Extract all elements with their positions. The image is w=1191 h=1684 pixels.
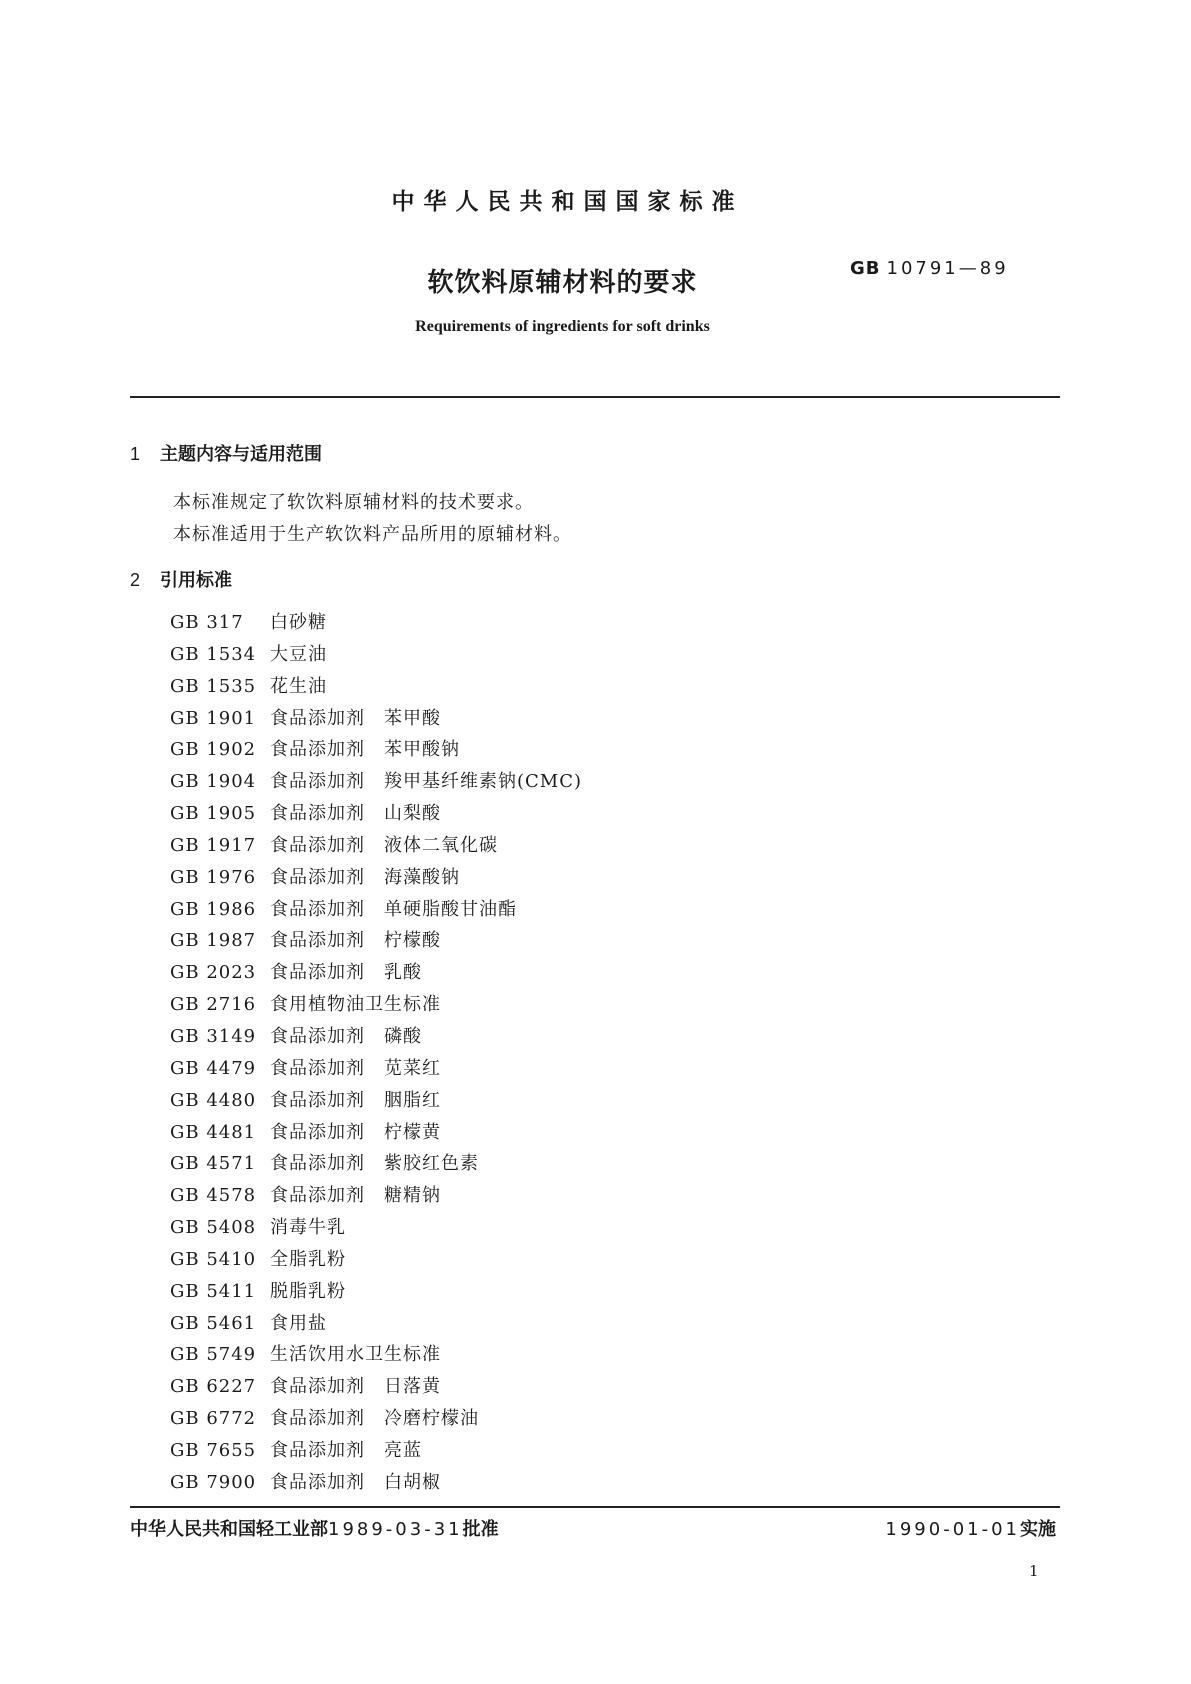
- reference-code: GB 1987: [170, 930, 257, 952]
- reference-item: [170, 1053, 582, 1085]
- reference-code: GB 2716: [170, 994, 257, 1016]
- reference-name: 食品添加剂 山梨酸: [270, 803, 441, 825]
- reference-name: 食品添加剂 紫胶红色素: [270, 1153, 479, 1175]
- reference-name: 食品添加剂 液体二氧化碳: [270, 834, 498, 856]
- reference-name: 消毒牛乳: [270, 1217, 346, 1239]
- reference-name: 食品添加剂 苯甲酸钠: [270, 739, 460, 761]
- reference-item: [170, 734, 582, 766]
- reference-name: 食品添加剂 磷酸: [270, 1025, 422, 1047]
- reference-name: 花生油: [270, 675, 327, 697]
- reference-item: [170, 925, 582, 957]
- reference-item: [170, 1403, 582, 1435]
- reference-name: 食品添加剂 冷磨柠檬油: [270, 1408, 479, 1430]
- reference-name: 食用盐: [270, 1312, 327, 1334]
- reference-code: GB 1904: [170, 771, 257, 793]
- reference-code: GB 3149: [170, 1025, 257, 1047]
- english-title-text: Requirements of ingredients for soft drinks: [415, 318, 710, 335]
- reference-code: GB 317: [170, 612, 244, 633]
- reference-name: 食品添加剂 日落黄: [270, 1376, 441, 1398]
- effective-date: 1990-01-01: [885, 1519, 1020, 1540]
- reference-code: GB 2023: [170, 962, 257, 984]
- reference-list: [170, 607, 582, 1499]
- org-title: [0, 183, 1191, 216]
- reference-code: GB 4571: [170, 1153, 257, 1175]
- section-1-paragraph-2: 本标准适用于生产软饮料产品所用的原辅材料。: [173, 524, 572, 545]
- reference-name: 食品添加剂 海藻酸钠: [270, 866, 460, 888]
- reference-item: [170, 1339, 582, 1371]
- page-number: 1: [1029, 1562, 1039, 1580]
- english-title: [0, 318, 1191, 336]
- reference-name: 食品添加剂 单硬脂酸甘油酯: [270, 898, 517, 920]
- approving-authority: 中华人民共和国轻工业部: [130, 1519, 328, 1540]
- reference-item: [170, 989, 582, 1021]
- reference-name: 全脂乳粉: [270, 1248, 346, 1270]
- reference-item: [170, 1021, 582, 1053]
- reference-code: GB 5461: [170, 1312, 257, 1334]
- reference-code: GB 1535: [170, 675, 257, 697]
- reference-item: [170, 798, 582, 830]
- reference-item: [170, 1148, 582, 1180]
- reference-code: GB 7900: [170, 1471, 257, 1493]
- header-divider: [130, 396, 1060, 398]
- approval-suffix: 批准: [462, 1519, 499, 1540]
- reference-item: [170, 1435, 582, 1467]
- reference-code: GB 6772: [170, 1408, 257, 1430]
- effective-suffix: 实施: [1020, 1519, 1056, 1540]
- org-title-text: 中华人民共和国国家标准: [391, 189, 744, 215]
- reference-item: [170, 957, 582, 989]
- reference-name: 大豆油: [270, 643, 327, 665]
- reference-name: 脱脂乳粉: [270, 1280, 346, 1302]
- reference-item: [170, 639, 582, 671]
- reference-code: GB 5408: [170, 1217, 257, 1239]
- reference-name: 食品添加剂 白胡椒: [270, 1471, 441, 1493]
- reference-name: 食品添加剂 苋菜红: [270, 1057, 441, 1079]
- document-title-text: 软饮料原辅材料的要求: [427, 268, 698, 298]
- reference-item: [170, 1308, 582, 1340]
- reference-code: GB 4480: [170, 1089, 257, 1111]
- reference-name: 食品添加剂 苯甲酸: [270, 707, 441, 729]
- section-1-number: 1: [130, 444, 141, 464]
- reference-code: GB 4479: [170, 1057, 257, 1079]
- reference-name: 白砂糖: [270, 612, 327, 633]
- reference-name: 食品添加剂 亮蓝: [270, 1439, 422, 1461]
- reference-item: [170, 830, 582, 862]
- reference-name: 食品添加剂 柠檬黄: [270, 1121, 441, 1143]
- document-title: [0, 262, 1191, 299]
- reference-item: [170, 607, 582, 639]
- section-1-heading: [130, 440, 322, 466]
- reference-item: [170, 862, 582, 894]
- reference-item: [170, 1467, 582, 1499]
- reference-item: [170, 1244, 582, 1276]
- standard-code-number: 10791—89: [886, 258, 1009, 279]
- section-1-paragraph-1: 本标准规定了软饮料原辅材料的技术要求。: [173, 492, 534, 513]
- reference-code: GB 5411: [170, 1280, 257, 1302]
- reference-item: [170, 703, 582, 735]
- footer-divider: [130, 1506, 1060, 1508]
- reference-name: 食品添加剂 乳酸: [270, 962, 422, 984]
- reference-code: GB 1917: [170, 834, 257, 856]
- reference-item: [170, 671, 582, 703]
- reference-name: 食品添加剂 糖精钠: [270, 1185, 441, 1207]
- section-1-title: 主题内容与适用范围: [160, 444, 322, 465]
- approval-date: 1989-03-31: [328, 1519, 463, 1540]
- section-2-number: 2: [130, 570, 141, 590]
- reference-item: [170, 1212, 582, 1244]
- section-2-title: 引用标准: [160, 570, 232, 591]
- standard-code: [850, 258, 1009, 279]
- reference-code: GB 1901: [170, 707, 257, 729]
- approval-line: [130, 1515, 499, 1541]
- reference-code: GB 7655: [170, 1439, 257, 1461]
- reference-code: GB 1976: [170, 866, 257, 888]
- reference-code: GB 4481: [170, 1121, 257, 1143]
- reference-code: GB 1905: [170, 803, 257, 825]
- effective-line: [885, 1515, 1056, 1541]
- section-2-heading: [130, 566, 232, 592]
- reference-item: [170, 766, 582, 798]
- reference-code: GB 1986: [170, 898, 257, 920]
- reference-item: [170, 1117, 582, 1149]
- reference-item: [170, 1276, 582, 1308]
- reference-item: [170, 1085, 582, 1117]
- reference-code: GB 1534: [170, 643, 257, 665]
- reference-code: GB 1902: [170, 739, 257, 761]
- reference-code: GB 5749: [170, 1344, 257, 1366]
- reference-item: [170, 894, 582, 926]
- reference-name: 食品添加剂 羧甲基纤维素钠(CMC): [270, 771, 583, 793]
- reference-name: 食品添加剂 胭脂红: [270, 1089, 441, 1111]
- reference-code: GB 4578: [170, 1185, 257, 1207]
- reference-code: GB 6227: [170, 1376, 257, 1398]
- reference-name: 生活饮用水卫生标准: [270, 1344, 441, 1366]
- reference-item: [170, 1180, 582, 1212]
- reference-name: 食用植物油卫生标准: [270, 994, 441, 1016]
- standard-code-prefix: GB: [850, 258, 881, 279]
- reference-code: GB 5410: [170, 1248, 257, 1270]
- reference-name: 食品添加剂 柠檬酸: [270, 930, 441, 952]
- reference-item: [170, 1371, 582, 1403]
